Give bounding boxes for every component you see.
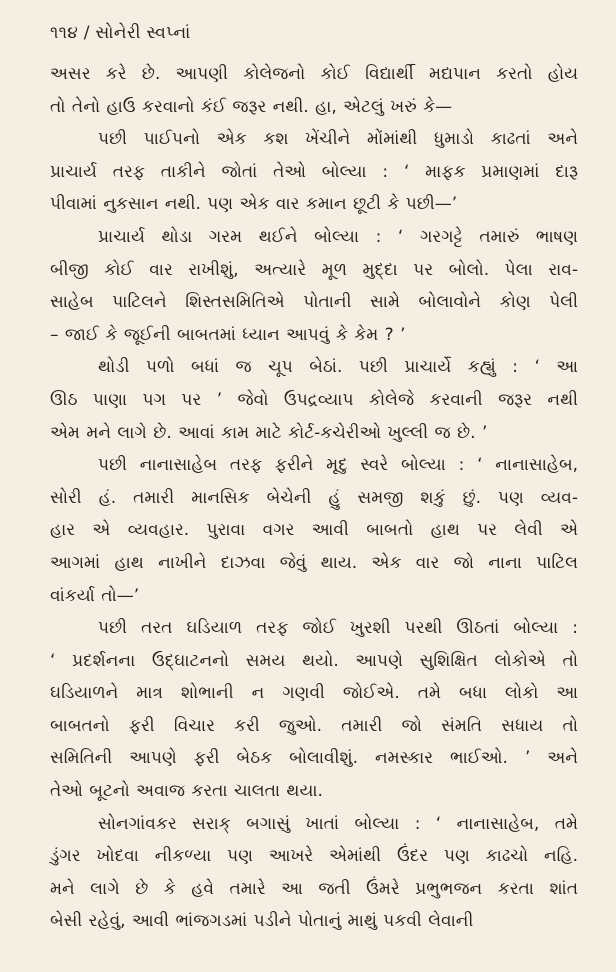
text-line: તેઓ બૂટનો અવાજ કરતા ચાલતા થયા. <box>50 781 323 802</box>
text-line: પછી તરત ઘડિયાળ તરફ જોઈ ખુરશી પરથી ઊઠતાં બોલ્યા : <box>98 618 578 639</box>
text-line: પ્રાચાર્ય તરફ તાકીને જોતાં તેઓ બોલ્યા : ‘ માફક પ્રમાણમાં દારૂ <box>50 161 578 182</box>
text-line: પ્રાચાર્ય થોડા ગરમ થઈને બોલ્યા : ‘ ગરગટ્ટે તમારું ભાષણ <box>98 226 578 247</box>
text-line: અસર કરે છે. આપણી કોલેજનો કોઈ વિદ્યાર્થી મદ્યપાન કરતો હોય <box>50 64 578 84</box>
paragraph <box>50 351 578 449</box>
text-line: ડુંગર ખોદવા નીકળ્યા પણ આખરે એમાંથી ઉંદર પણ કાઢચો નહિ. <box>50 846 578 867</box>
text-line: પછી પાઈપનો એક કશ ખેંચીને મોંમાંથી ધુમાડો કાઢતાં અને <box>98 129 578 150</box>
text-line: સોનગાંવકર સરાક્ બગાસું ખાતાં બોલ્યા : ‘ નાનાસાહેબ, તમે <box>98 813 578 834</box>
text-line: ઊઠ પાણા પગ પર ’ જેવો ઉપદ્રવ્યાપ કોલેજે કરવાની જરૂર નથી <box>50 389 578 410</box>
text-line: ‘ પ્રદર્શનના ઉદ્‌ઘાટનનો સમય થયો. આપણે સુશિક્ષિત લોકોએ તો <box>50 650 578 671</box>
running-head: ૧૧૪ / સોનેરી સ્વપ્નાં <box>50 23 191 43</box>
text-line: પીવામાં નુકસાન નથી. પણ એક વાર કમાન છૂટી કે પછી—’ <box>50 194 458 215</box>
paragraph <box>50 58 578 123</box>
text-line: બેસી રહેવું, આવી ભાંજગડમાં પડીને પોતાનું માથું પકવી લેવાની <box>50 911 474 932</box>
text-line: થોડી પળો બધાં જ ચૂપ બેઠાં. પછી પ્રાચાર્યે કહ્યું : ‘ આ <box>98 357 578 378</box>
text-line: સમિતિની આપણે ફરી બેઠક બોલાવીશું. નમસ્કાર ભાઈઓ. ’ અને <box>50 748 578 769</box>
text-line: પછી નાનાસાહેબ તરફ ફરીને મૃદુ સ્વરે બોલ્યા : ‘ નાનાસાહેબ, <box>98 455 578 476</box>
paragraph <box>50 221 578 351</box>
text-line: સાહેબ પાટિલને શિસ્તસમિતિએ પોતાની સામે બોલાવોને કોણ પેલી <box>50 292 578 313</box>
text-line: આગમાં હાથ નાખીને દાઝવા જેવું થાય. એક વાર જો નાના પાટિલ <box>50 552 578 573</box>
body-text <box>50 58 578 938</box>
text-line: સોરી હં. તમારી માનસિક બેચેની હું સમજી શકું છું. પણ વ્યવ- <box>50 487 578 508</box>
paragraph <box>50 612 578 808</box>
text-line: – જાઈ કે જૂઈની બાબતમાં ધ્યાન આપવું કે કેમ ? ’ <box>50 324 406 345</box>
paragraph <box>50 808 578 938</box>
text-line: મને લાગે છે કે હવે તમારે આ જતી ઉંમરે પ્રભુભજન કરતા શાંત <box>50 878 578 899</box>
text-line: હાર એ વ્યવહાર. પુરાવા વગર આવી બાબતો હાથ પર લેવી એ <box>50 520 578 541</box>
text-line: બીજી કોઈ વાર રાખીશું, અત્યારે મૂળ મુદ્દા પર બોલો. પેલા રાવ- <box>50 259 578 280</box>
text-line: વાંકર્યા તો—’ <box>50 585 140 606</box>
paragraph <box>50 123 578 221</box>
paragraph <box>50 449 578 612</box>
text-line: તો તેનો હાઉ કરવાનો કંઈ જરૂર નથી. હા, એટલું ખરું કે— <box>50 96 453 117</box>
text-line: એમ મને લાગે છે. આવાં કામ માટે કોર્ટ-કચેરીઓ ખુલ્લી જ છે. ’ <box>50 422 488 443</box>
text-line: બાબતનો ફરી વિચાર કરી જુઓ. તમારી જો સંમતિ સધાય તો <box>50 715 578 736</box>
text-line: ઘડિયાળને માત્ર શોભાની ન ગણવી જોઈએ. તમે બધા લોકો આ <box>50 683 578 704</box>
